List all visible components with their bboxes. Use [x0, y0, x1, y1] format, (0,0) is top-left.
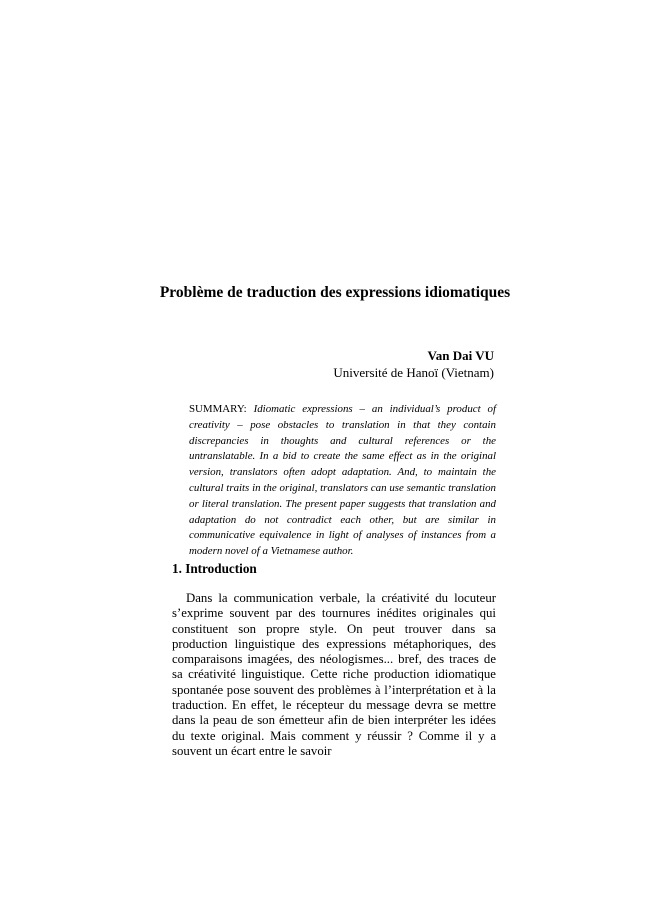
introduction-paragraph: Dans la communication verbale, la créativité du locuteur s’exprime souvent par des tournures inédites originales qui constituent son propre style. On peut trouver dans sa production linguistique des expressions métaphoriques, des comparaisons imagées, des néologismes... bref, des traces de sa créativité linguistique. Cette riche production idiomatique spontanée pose souvent des problèmes à l’interprétation et à la traduction. En effet, le récepteur du message devra se mettre dans la peau de son émetteur afin de bien interpréter les idées du texte original. Mais comment y réussir ? Comme il y a souvent un écart entre le savoir: [172, 591, 496, 758]
author-block: [333, 347, 494, 381]
section-heading-introduction: 1. Introduction: [172, 561, 257, 576]
summary-label: SUMMARY:: [189, 403, 254, 415]
author-name: Van Dai VU: [427, 348, 494, 363]
summary-text: Idiomatic expressions – an individual’s product of creativity – pose obstacles to translation in that they contain discrepancies in thoughts and cultural references or the untranslatable. In a bid to create the same effect as in the original version, translators often adopt adaptation. And, to maintain the cultural traits in the original, translators can use semantic translation or literal translation. The present paper suggests that translation and adaptation do not contradict each other, but are similar in communicative equivalence in light of analyses of instances from a modern novel of a Vietnamese author.: [189, 403, 496, 558]
summary-abstract: [189, 402, 496, 560]
author-affiliation: Université de Hanoï (Vietnam): [333, 365, 494, 380]
paper-title: Problème de traduction des expressions idiomatiques: [159, 284, 511, 301]
